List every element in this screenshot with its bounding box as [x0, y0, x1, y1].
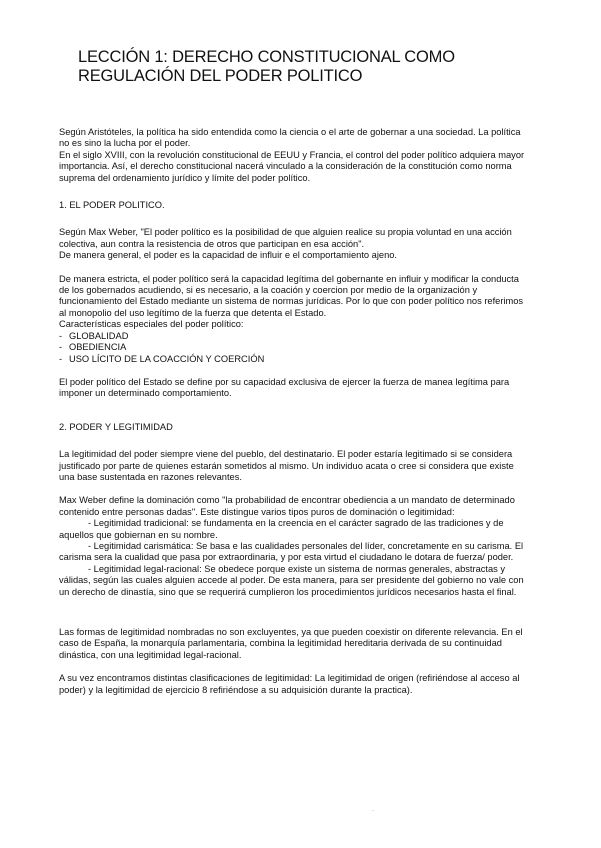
intro-paragraph-1: Según Aristóteles, la política ha sido entendida como la ciencia o el arte de gobernar a una sociedad. La política no es sino la lucha por el poder.	[59, 127, 521, 149]
section-1-paragraph-1: Según Max Weber, "El poder político es la posibilidad de que alguien realice su propia voluntad en una acción colectiva, aun contra la resistencia de otros que participan en esa acción".	[59, 227, 512, 249]
footer-mark: .	[372, 806, 374, 813]
list-item: - GLOBALIDAD	[59, 330, 129, 341]
document-body	[59, 127, 529, 696]
section-2-heading: 2. PODER Y LEGITIMIDAD	[59, 421, 173, 432]
list-item: - USO LÍCITO DE LA COACCIÓN Y COERCIÓN	[59, 353, 265, 364]
legitimacy-type-traditional: - Legitimidad tradicional: se fundamenta en la creencia en el carácter sagrado de las tradiciones y de aquellos que gobiernan en su nombre.	[59, 518, 504, 540]
section-2-paragraph-4: A su vez encontramos distintas clasificaciones de legitimidad: La legitimidad de origen (refiriéndose al acceso al poder) y la legitimidad de ejercicio 8 refiriéndose a su adquisición durante la practica).	[59, 673, 520, 695]
section-1-paragraph-2: De manera general, el poder es la capacidad de influir e el comportamiento ajeno.	[59, 250, 397, 261]
section-1-paragraph-4: Características especiales del poder político:	[59, 319, 244, 330]
title-line-2: REGULACIÓN DEL PODER POLITICO	[78, 67, 363, 85]
list-item-text: OBEDIENCIA	[69, 342, 127, 353]
section-2-paragraph-1: La legitimidad del poder siempre viene del pueblo, del destinatario. El poder estaría legitimado si se considera justificado por parte de quienes estarán sometidos al mismo. Un individuo acata o cree si considera que existe una base sustentada en razones relevantes.	[59, 449, 514, 482]
intro-paragraph-2: En el siglo XVIII, con la revolución constitucional de EEUU y Francia, el control del poder político adquiera mayor importancia. Así, el derecho constitucional nacerá vinculado a la consideración de la constitución como norma suprema del ordenamiento jurídico y límite del poder político.	[59, 149, 525, 183]
list-item-text: USO LÍCITO DE LA COACCIÓN Y COERCIÓN	[69, 353, 265, 364]
section-1-paragraph-3: De manera estricta, el poder político será la capacidad legítima del gobernante en influir y modificar la conducta de los gobernados acudiendo, si es necesario, a la coación y coercion por medio de la organización y funcionamiento del Estado mediante un sistema de normas jurídicas. Por lo que con poder político nos referimos al monopolio del uso legítimo de la fuerza que detenta el Estado.	[59, 273, 524, 318]
section-2-paragraph-3: Las formas de legitimidad nombradas no son excluyentes, ya que pueden coexistir on diferente relevancia. En el caso de España, la monarquía parlamentaria, combina la legitimidad hereditaria derivada de su continuidad dinástica, con una legitimidad legal-racional.	[59, 627, 523, 660]
section-2-paragraph-2: Max Weber define la dominación como "la probabilidad de encontrar obediencia a un mandato de determinado contenido entre personas dadas". Este distingue varios tipos puros de dominación o legitimidad:	[59, 495, 515, 517]
characteristics-list	[59, 331, 529, 365]
legitimacy-type-charismatic: - Legitimidad carismática: Se basa e las cualidades personales del líder, concretamente en su carisma. El carisma sera la cualidad que pasa por extraordinaria, y por esta virtud el ciudadano le dotara de fuerza/ poder.	[59, 540, 524, 563]
section-1-paragraph-5: El poder político del Estado se define por su capacidad exclusiva de ejercer la fuerza de manea legítima para imponer un determinado comportamiento.	[59, 376, 510, 399]
legitimacy-type-legal-rational: - Legitimidad legal-racional: Se obedece porque existe un sistema de normas generales, abstractas y válidas, según las cuales alguien accede al poder. De esta manera, para ser presidente del gobierno no vale con un derecho de dinastía, sino que se requerirá cumplieron los procedimientos jurídicos necesarios hasta el final.	[59, 563, 524, 597]
list-item-text: GLOBALIDAD	[69, 330, 129, 341]
page-title	[78, 48, 538, 86]
title-line-1: LECCIÓN 1: DERECHO CONSTITUCIONAL COMO	[78, 48, 455, 66]
section-1-heading: 1. EL PODER POLITICO.	[59, 200, 165, 211]
list-item: - OBEDIENCIA	[59, 342, 127, 353]
